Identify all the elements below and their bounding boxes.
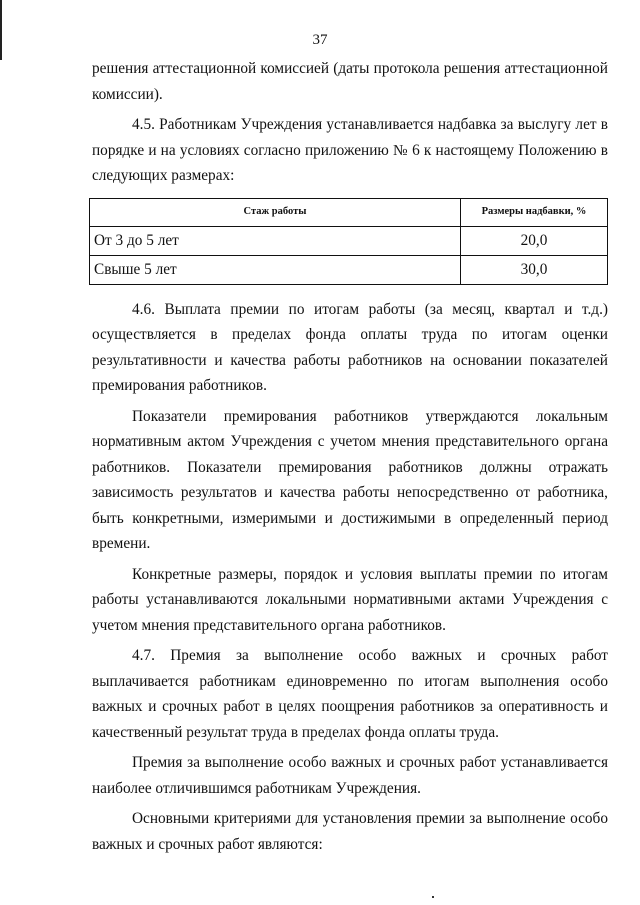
- table-cell-experience: Свыше 5 лет: [90, 255, 461, 284]
- paragraph-4-5: 4.5. Работникам Учреждения устанавливается надбавка за выслугу лет в порядке и на условиях согласно приложению № 6 к настоящему Положению в следующих размерах:: [92, 116, 608, 184]
- paragraph-indicators: Показатели премирования работников утверждаются локальным нормативным актом Учреждения с учетом мнения представительного органа работников. Показатели премирования работников должны отражать зависимость результатов и качества работы непосредственно от работника, быть конкретными, измеримыми и достижимыми в определенный период времени.: [92, 407, 608, 552]
- page-number: 37: [312, 32, 328, 48]
- table-cell-bonus: 20,0: [461, 226, 608, 255]
- table-header-bonus-percent: Размеры надбавки, %: [461, 198, 608, 226]
- paragraph-4-7: 4.7. Премия за выполнение особо важных и срочных работ выплачивается работникам единовременно по итогам выполнения особо важных и срочных работ в целях поощрения работников за оперативность и качественный результат труда в пределах фонда оплаты труда.: [92, 647, 608, 741]
- paragraph-premium: Премия за выполнение особо важных и срочных работ устанавливается наиболее отличившимся работникам Учреждения.: [92, 754, 608, 797]
- paragraph-continuation: решения аттестационной комиссией (даты протокола решения аттестационной комиссии).: [92, 60, 608, 103]
- table-cell-bonus: 30,0: [461, 255, 608, 284]
- table-header-experience: Стаж работы: [90, 198, 461, 226]
- document-body: [92, 56, 608, 857]
- table-header-row: [90, 198, 608, 226]
- table-row: [90, 226, 608, 255]
- paragraph-4-6: 4.6. Выплата премии по итогам работы (за месяц, квартал и т.д.) осуществляется в пределах фонда оплаты труда по итогам оценки результативности и качества работы работников на основании показателей премирования работников.: [92, 300, 608, 394]
- scan-artifact-dot: [432, 896, 434, 898]
- table-cell-experience: От 3 до 5 лет: [90, 226, 461, 255]
- scan-edge-line: [0, 0, 2, 60]
- paragraph-sizes: Конкретные размеры, порядок и условия выплаты премии по итогам работы устанавливаются локальными нормативными актами Учреждения с учетом мнения представительного органа работников.: [92, 565, 608, 634]
- paragraph-criteria: Основными критериями для установления премии за выполнение особо важных и срочных работ являются:: [92, 810, 608, 853]
- table-row: [90, 255, 608, 284]
- seniority-bonus-table: [89, 198, 608, 285]
